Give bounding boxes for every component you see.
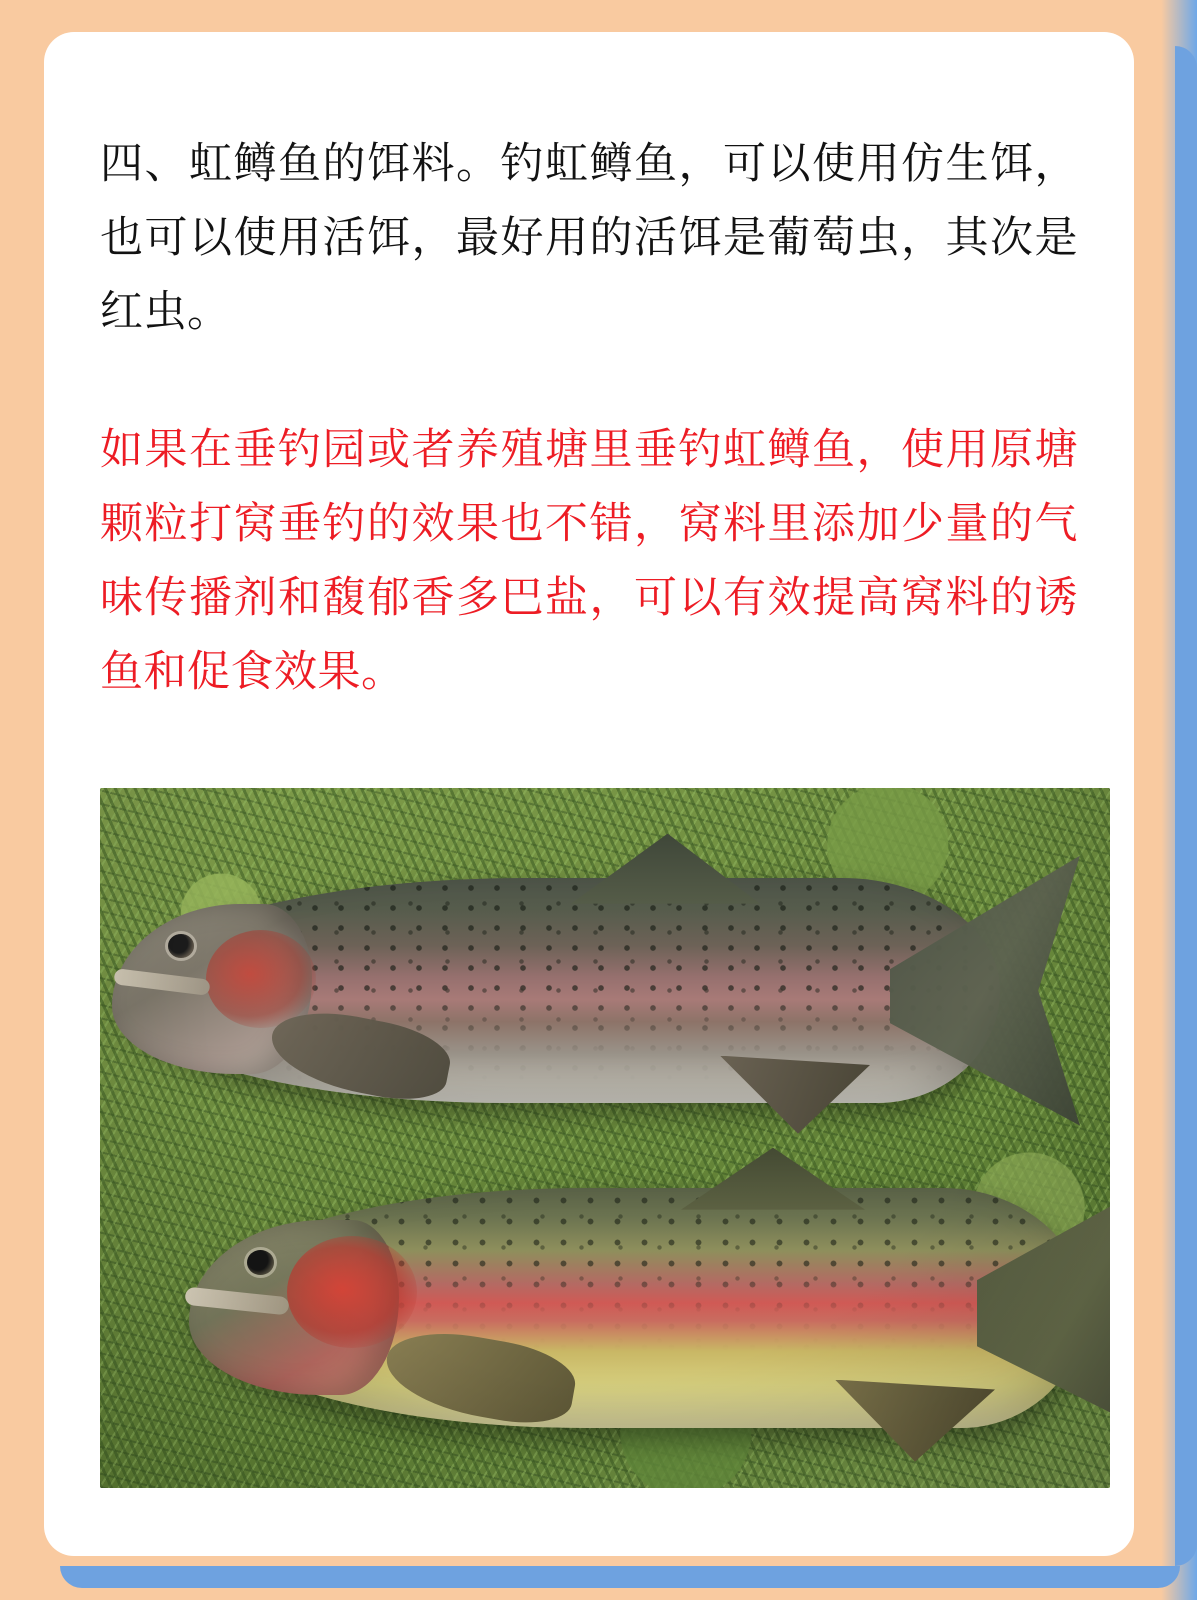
accent-edge-bottom [60,1566,1180,1588]
trout-photo [100,788,1110,1488]
paragraph-highlight-tip: 如果在垂钓园或者养殖塘里垂钓虹鳟鱼，使用原塘颗粒打窝垂钓的效果也不错，窝料里添加少量的气味传播剂和馥郁香多巴盐，可以有效提高窝料的诱鱼和促食效果。 [100,424,1078,697]
article-content [44,32,1134,1488]
accent-edge-right [1175,46,1197,1566]
upper-trout-gill-cover [206,930,316,1028]
upper-rainbow-trout [120,878,1020,1108]
upper-trout-eye [168,934,194,958]
article-card [44,32,1134,1556]
lower-rainbow-trout [195,1188,1105,1438]
lower-trout-gill-cover [287,1236,417,1348]
lower-trout-eye [247,1250,274,1275]
paragraph-bait-section: 四、虹鳟鱼的饵料。钓虹鳟鱼，可以使用仿生饵，也可以使用活饵，最好用的活饵是葡萄虫，其次是红虫。 [100,139,1078,337]
